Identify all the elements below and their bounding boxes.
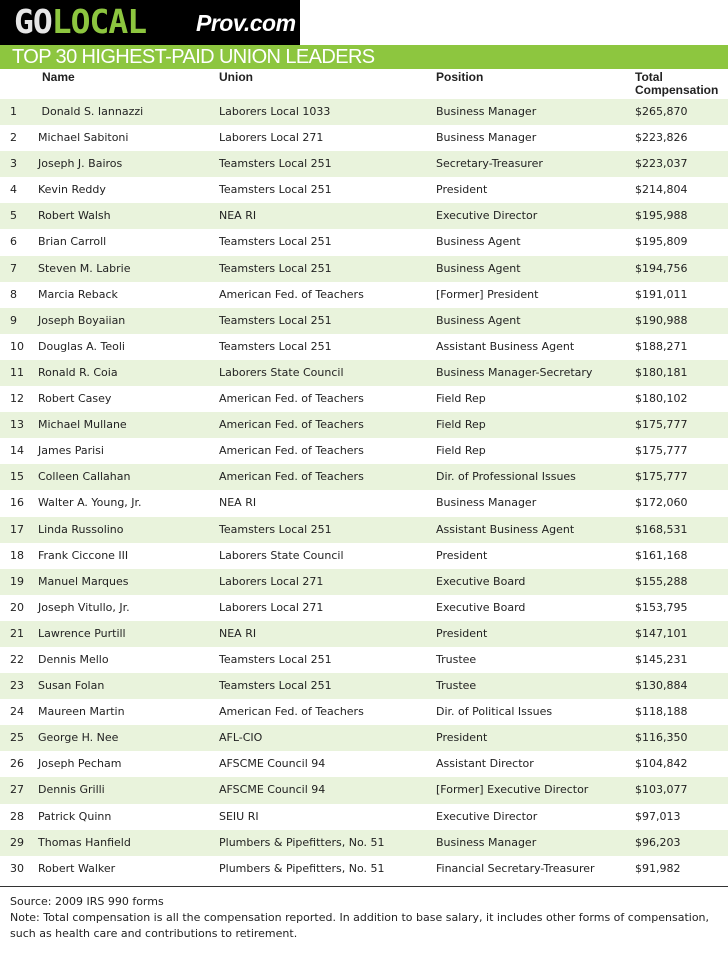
cell-union: Teamsters Local 251 (219, 235, 332, 249)
cell-rank: 20 (10, 600, 24, 614)
cell-name: Colleen Callahan (38, 470, 131, 484)
cell-position: Secretary-Treasurer (436, 157, 543, 171)
cell-position: Business Manager-Secretary (436, 365, 593, 379)
cell-compensation: $168,531 (635, 522, 688, 536)
table-row (0, 99, 728, 125)
source-note: Source: 2009 IRS 990 forms (10, 895, 164, 908)
cell-name: Dennis Grilli (38, 783, 105, 797)
compensation-table (0, 69, 728, 887)
cell-position: Field Rep (436, 392, 486, 406)
cell-position: Financial Secretary-Treasurer (436, 861, 595, 875)
cell-union: American Fed. of Teachers (219, 444, 364, 458)
cell-compensation: $195,988 (635, 209, 688, 223)
cell-rank: 29 (10, 835, 24, 849)
cell-position: Business Agent (436, 235, 521, 249)
cell-name: Michael Mullane (38, 418, 127, 432)
table-row (0, 777, 728, 803)
cell-rank: 17 (10, 522, 24, 536)
table-header (0, 69, 728, 99)
table-row (0, 229, 728, 255)
cell-name: Manuel Marques (38, 574, 129, 588)
cell-compensation: $175,777 (635, 418, 688, 432)
cell-union: Teamsters Local 251 (219, 313, 332, 327)
cell-name: George H. Nee (38, 731, 119, 745)
cell-union: Teamsters Local 251 (219, 522, 332, 536)
cell-position: Field Rep (436, 418, 486, 432)
cell-rank: 22 (10, 652, 24, 666)
cell-name: Patrick Quinn (38, 809, 112, 823)
header-position: Position (436, 70, 484, 84)
cell-compensation: $104,842 (635, 757, 688, 771)
cell-compensation: $190,988 (635, 313, 688, 327)
cell-compensation: $96,203 (635, 835, 681, 849)
cell-union: Laborers Local 271 (219, 600, 324, 614)
cell-name: Robert Walker (38, 861, 116, 875)
table-row (0, 386, 728, 412)
table-row (0, 360, 728, 386)
cell-name: Joseph Boyaiian (38, 313, 126, 327)
cell-union: NEA RI (219, 496, 257, 510)
cell-name: Dennis Mello (38, 652, 109, 666)
cell-name: Kevin Reddy (38, 183, 106, 197)
table-row (0, 830, 728, 856)
table-row (0, 569, 728, 595)
table-row (0, 621, 728, 647)
cell-rank: 15 (10, 470, 24, 484)
cell-name: Donald S. Iannazzi (38, 105, 144, 118)
cell-name: Joseph Vitullo, Jr. (38, 600, 130, 614)
table-row (0, 256, 728, 282)
header-union: Union (219, 70, 253, 84)
table-row (0, 517, 728, 543)
cell-position: President (436, 183, 488, 197)
table-row (0, 804, 728, 830)
cell-rank: 26 (10, 757, 24, 771)
cell-rank: 11 (10, 365, 24, 379)
cell-union: Plumbers & Pipefitters, No. 51 (219, 835, 385, 849)
table-row (0, 334, 728, 360)
cell-rank: 28 (10, 809, 24, 823)
cell-union: NEA RI (219, 209, 257, 223)
cell-position: Assistant Business Agent (436, 339, 575, 353)
cell-compensation: $180,181 (635, 365, 688, 379)
cell-name: Joseph J. Bairos (38, 157, 123, 171)
cell-position: Business Manager (436, 131, 537, 145)
cell-compensation: $180,102 (635, 392, 688, 406)
compensation-note: Note: Total compensation is all the compensation reported. In addition to base salary, it includes other forms of compensation, such as health care and contributions to retirement. (10, 911, 710, 940)
cell-union: Teamsters Local 251 (219, 157, 332, 171)
cell-name: Thomas Hanfield (38, 835, 131, 849)
cell-union: Plumbers & Pipefitters, No. 51 (219, 861, 385, 875)
cell-position: President (436, 731, 488, 745)
cell-rank: 13 (10, 418, 24, 432)
header-name: Name (42, 70, 75, 84)
cell-compensation: $175,777 (635, 444, 688, 458)
table-row (0, 412, 728, 438)
cell-name: James Parisi (38, 444, 104, 458)
cell-name: Frank Ciccone III (38, 548, 129, 562)
cell-compensation: $195,809 (635, 235, 688, 249)
cell-position: Executive Board (436, 574, 526, 588)
header-comp-line2: Compensation (635, 83, 719, 97)
table-row (0, 438, 728, 464)
table-row (0, 699, 728, 725)
header-comp-line1: Total (635, 70, 663, 84)
cell-compensation: $116,350 (635, 731, 688, 745)
table-row (0, 595, 728, 621)
cell-union: American Fed. of Teachers (219, 470, 364, 484)
cell-compensation: $118,188 (635, 705, 688, 719)
footer-notes (10, 894, 722, 942)
header-compensation (635, 71, 718, 97)
cell-union: AFL-CIO (219, 731, 263, 745)
table-row (0, 490, 728, 516)
cell-position: Trustee (436, 652, 477, 666)
cell-rank: 25 (10, 731, 24, 745)
cell-union: NEA RI (219, 626, 257, 640)
table-row (0, 543, 728, 569)
table-row (0, 125, 728, 151)
cell-compensation: $147,101 (635, 626, 688, 640)
cell-name: Maureen Martin (38, 705, 125, 719)
site-logo[interactable] (0, 0, 300, 45)
table-row (0, 725, 728, 751)
cell-compensation: $103,077 (635, 783, 688, 797)
table-row (0, 647, 728, 673)
cell-rank: 7 (10, 261, 17, 275)
cell-name: Steven M. Labrie (38, 261, 131, 275)
cell-position: [Former] Executive Director (436, 783, 589, 797)
cell-union: American Fed. of Teachers (219, 287, 364, 301)
table-row (0, 151, 728, 177)
cell-rank: 30 (10, 861, 24, 875)
cell-position: Assistant Director (436, 757, 534, 771)
page-title: TOP 30 HIGHEST-PAID UNION LEADERS (12, 46, 375, 68)
table-row (0, 673, 728, 699)
cell-rank: 9 (10, 313, 17, 327)
cell-name: Lawrence Purtill (38, 626, 126, 640)
table-row (0, 751, 728, 777)
cell-union: Laborers Local 271 (219, 131, 324, 145)
table-row (0, 282, 728, 308)
table-row (0, 203, 728, 229)
cell-name: Brian Carroll (38, 235, 107, 249)
cell-position: Business Manager (436, 496, 537, 510)
cell-name: Douglas A. Teoli (38, 339, 125, 353)
cell-rank: 3 (10, 157, 17, 171)
table-row (0, 856, 728, 882)
cell-position: [Former] President (436, 287, 539, 301)
cell-name: Linda Russolino (38, 522, 124, 536)
cell-union: Teamsters Local 251 (219, 679, 332, 693)
cell-position: Business Agent (436, 261, 521, 275)
cell-position: Dir. of Political Issues (436, 705, 553, 719)
cell-rank: 5 (10, 209, 17, 223)
cell-position: Business Manager (436, 835, 537, 849)
cell-name: Michael Sabitoni (38, 131, 129, 145)
table-row (0, 177, 728, 203)
cell-compensation: $145,231 (635, 652, 688, 666)
cell-union: Teamsters Local 251 (219, 652, 332, 666)
cell-name: Robert Casey (38, 392, 112, 406)
cell-compensation: $188,271 (635, 339, 688, 353)
cell-rank: 16 (10, 496, 24, 510)
cell-union: Laborers State Council (219, 365, 344, 379)
cell-position: Executive Director (436, 809, 538, 823)
cell-union: Teamsters Local 251 (219, 339, 332, 353)
cell-rank: 21 (10, 626, 24, 640)
cell-compensation: $265,870 (635, 105, 688, 118)
cell-compensation: $130,884 (635, 679, 688, 693)
cell-union: Teamsters Local 251 (219, 183, 332, 197)
cell-rank: 10 (10, 339, 24, 353)
cell-rank: 12 (10, 392, 24, 406)
cell-position: Trustee (436, 679, 477, 693)
title-banner (0, 45, 728, 69)
cell-position: Field Rep (436, 444, 486, 458)
logo-prov-text: Prov.com (196, 10, 296, 36)
cell-union: Laborers Local 271 (219, 574, 324, 588)
cell-compensation: $194,756 (635, 261, 688, 275)
cell-compensation: $91,982 (635, 861, 681, 875)
cell-rank: 23 (10, 679, 24, 693)
cell-rank: 6 (10, 235, 17, 249)
cell-name: Robert Walsh (38, 209, 111, 223)
cell-compensation: $172,060 (635, 496, 688, 510)
logo-go-text: GO (14, 2, 52, 41)
cell-rank: 2 (10, 131, 17, 145)
cell-name: Joseph Pecham (38, 757, 122, 771)
cell-compensation: $191,011 (635, 287, 688, 301)
cell-union: Laborers State Council (219, 548, 344, 562)
cell-name: Susan Folan (38, 679, 105, 693)
cell-position: President (436, 626, 488, 640)
cell-compensation: $161,168 (635, 548, 688, 562)
cell-union: American Fed. of Teachers (219, 392, 364, 406)
cell-rank: 14 (10, 444, 24, 458)
cell-position: Executive Board (436, 600, 526, 614)
cell-rank: 8 (10, 287, 17, 301)
cell-rank: 18 (10, 548, 24, 562)
cell-compensation: $97,013 (635, 809, 681, 823)
logo-local-text: LOCAL (51, 2, 147, 41)
cell-union: Laborers Local 1033 (219, 105, 331, 118)
cell-position: Business Agent (436, 313, 521, 327)
cell-union: American Fed. of Teachers (219, 418, 364, 432)
cell-union: SEIU RI (219, 809, 259, 823)
cell-rank: 24 (10, 705, 24, 719)
cell-name: Ronald R. Coia (38, 365, 118, 379)
cell-rank: 1 (10, 105, 17, 118)
cell-union: American Fed. of Teachers (219, 705, 364, 719)
cell-rank: 27 (10, 783, 24, 797)
cell-union: Teamsters Local 251 (219, 261, 332, 275)
cell-compensation: $223,826 (635, 131, 688, 145)
cell-position: Business Manager (436, 105, 537, 118)
cell-position: Dir. of Professional Issues (436, 470, 576, 484)
table-row (0, 464, 728, 490)
cell-name: Marcia Reback (38, 287, 118, 301)
cell-rank: 4 (10, 183, 17, 197)
cell-position: Assistant Business Agent (436, 522, 575, 536)
cell-compensation: $155,288 (635, 574, 688, 588)
cell-position: Executive Director (436, 209, 538, 223)
cell-compensation: $175,777 (635, 470, 688, 484)
cell-position: President (436, 548, 488, 562)
table-row (0, 308, 728, 334)
cell-union: AFSCME Council 94 (219, 757, 326, 771)
cell-rank: 19 (10, 574, 24, 588)
table-body (0, 99, 728, 882)
cell-name: Walter A. Young, Jr. (38, 496, 142, 510)
cell-union: AFSCME Council 94 (219, 783, 326, 797)
cell-compensation: $153,795 (635, 600, 688, 614)
cell-compensation: $223,037 (635, 157, 688, 171)
cell-compensation: $214,804 (635, 183, 688, 197)
logo-golocal (14, 3, 146, 41)
